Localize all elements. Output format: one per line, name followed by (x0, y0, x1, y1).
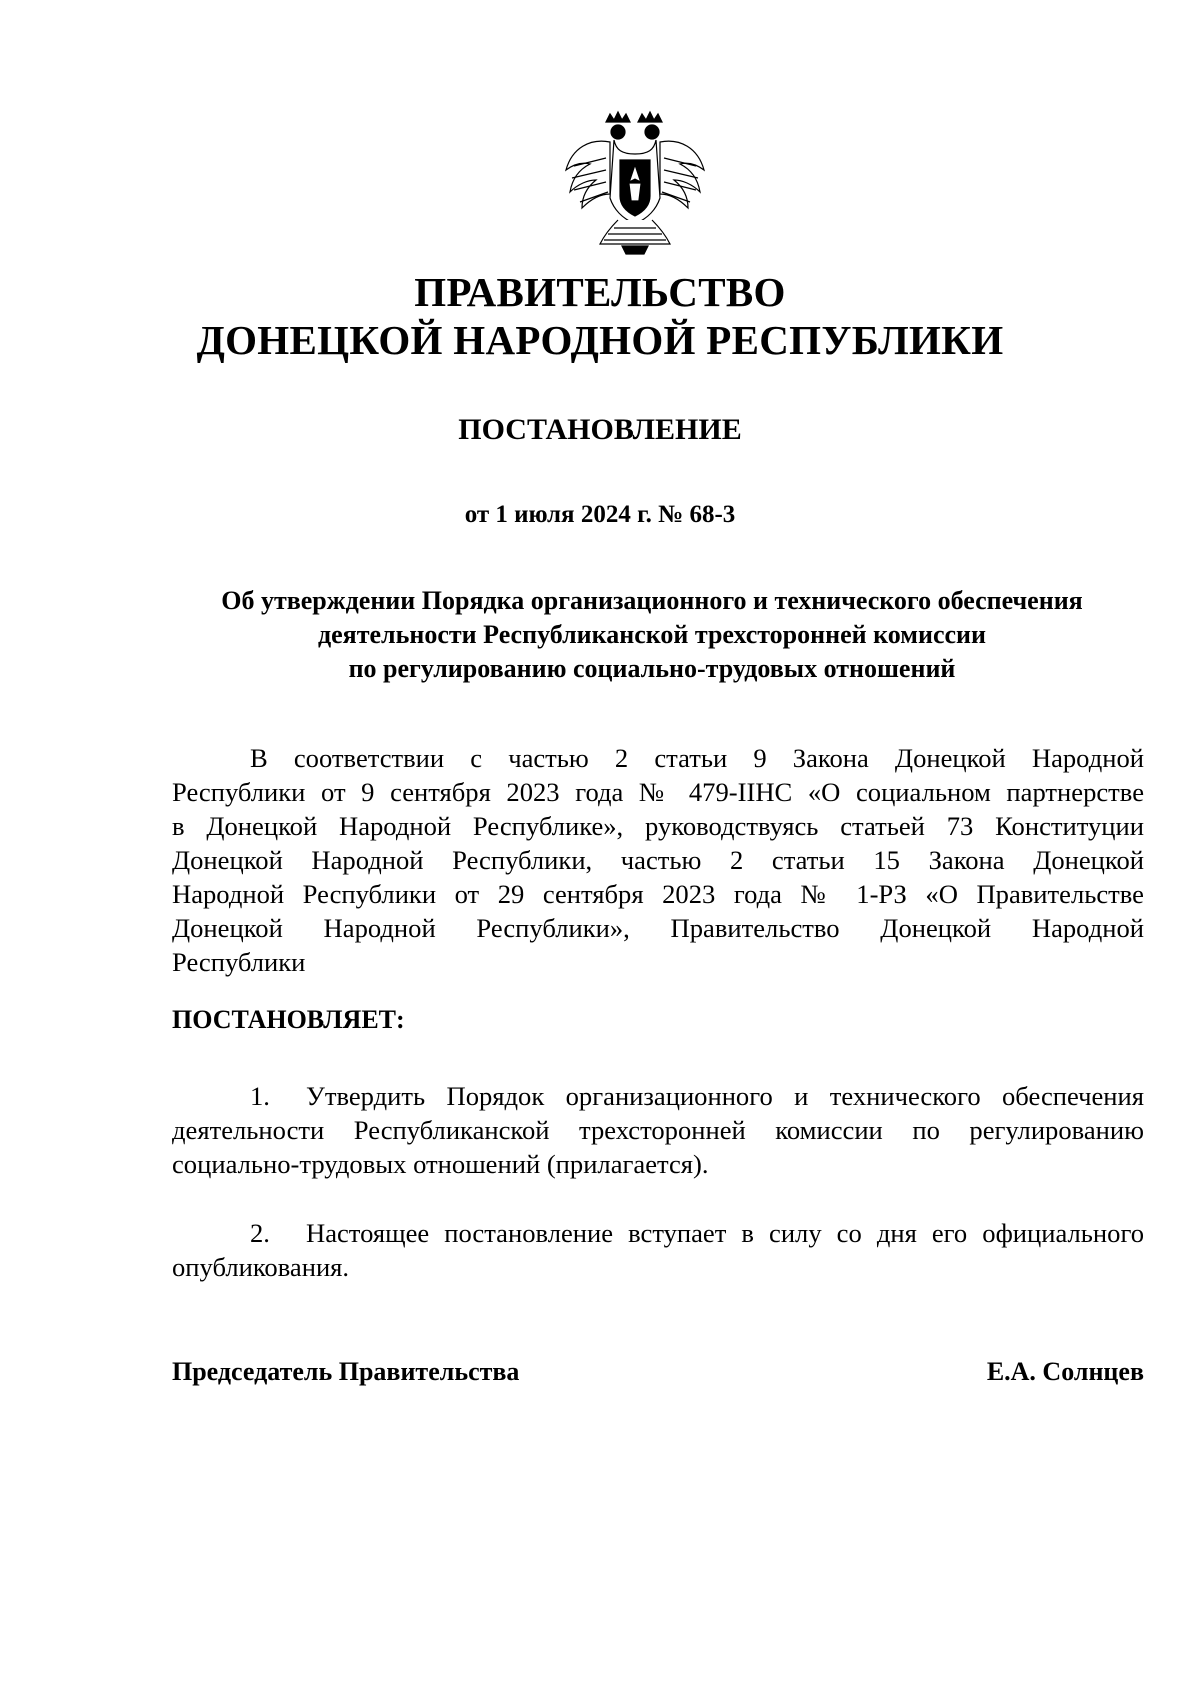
item-number: 2. (250, 1218, 270, 1248)
preamble-line: Донецкой Народной Республики», Правительство Донецкой Народной (172, 913, 1144, 943)
item-2 (172, 1216, 1144, 1284)
organization-title (0, 268, 1200, 364)
preamble-line: Народной Республики от 29 сентября 2023 года № 1-РЗ «О Правительстве (172, 879, 1144, 909)
preamble-line: Республики от 9 сентября 2023 года № 479-IIНС «О социальном партнерстве (172, 777, 1144, 807)
preamble-line: Донецкой Народной Республики, частью 2 статьи 15 Закона Донецкой (172, 845, 1144, 875)
item-first-line (172, 1079, 1144, 1113)
coat-of-arms-icon (560, 108, 710, 258)
organization-title-line2: ДОНЕЦКОЙ НАРОДНОЙ РЕСПУБЛИКИ (196, 317, 1004, 363)
item-line: деятельности Республиканской трехсторонней комиссии по регулированию (172, 1115, 1144, 1145)
document-type: ПОСТАНОВЛЕНИЕ (458, 413, 742, 446)
document-subject (172, 584, 1132, 686)
document-date-number: от 1 июля 2024 г. № 68-3 (464, 501, 736, 528)
signer-name: Е.А. Солнцев (986, 1357, 1144, 1386)
preamble-paragraph (172, 741, 1144, 979)
signer-position: Председатель Правительства (172, 1357, 520, 1386)
preamble-line: Республики (172, 947, 306, 977)
subject-line2: деятельности Республиканской трехсторонней комиссии (317, 620, 986, 649)
item-text: Настоящее постановление вступает в силу со дня его официального (306, 1218, 1144, 1248)
organization-title-line1: ПРАВИТЕЛЬСТВО (414, 269, 786, 315)
item-number: 1. (250, 1081, 270, 1111)
preamble-line: в Донецкой Народной Республике», руководствуясь статьей 73 Конституции (172, 811, 1144, 841)
item-text: Утвердить Порядок организационного и технического обеспечения (306, 1081, 1144, 1111)
resolve-label: ПОСТАНОВЛЯЕТ: (172, 1005, 405, 1034)
item-line: социально-трудовых отношений (прилагается). (172, 1149, 709, 1179)
subject-line3: по регулированию социально-трудовых отношений (348, 654, 956, 683)
item-first-line (172, 1216, 1144, 1250)
item-1 (172, 1079, 1144, 1181)
subject-line1: Об утверждении Порядка организационного и технического обеспечения (221, 586, 1083, 615)
preamble-line: В соответствии с частью 2 статьи 9 Закона Донецкой Народной (250, 743, 1144, 773)
item-line: опубликования. (172, 1252, 350, 1282)
